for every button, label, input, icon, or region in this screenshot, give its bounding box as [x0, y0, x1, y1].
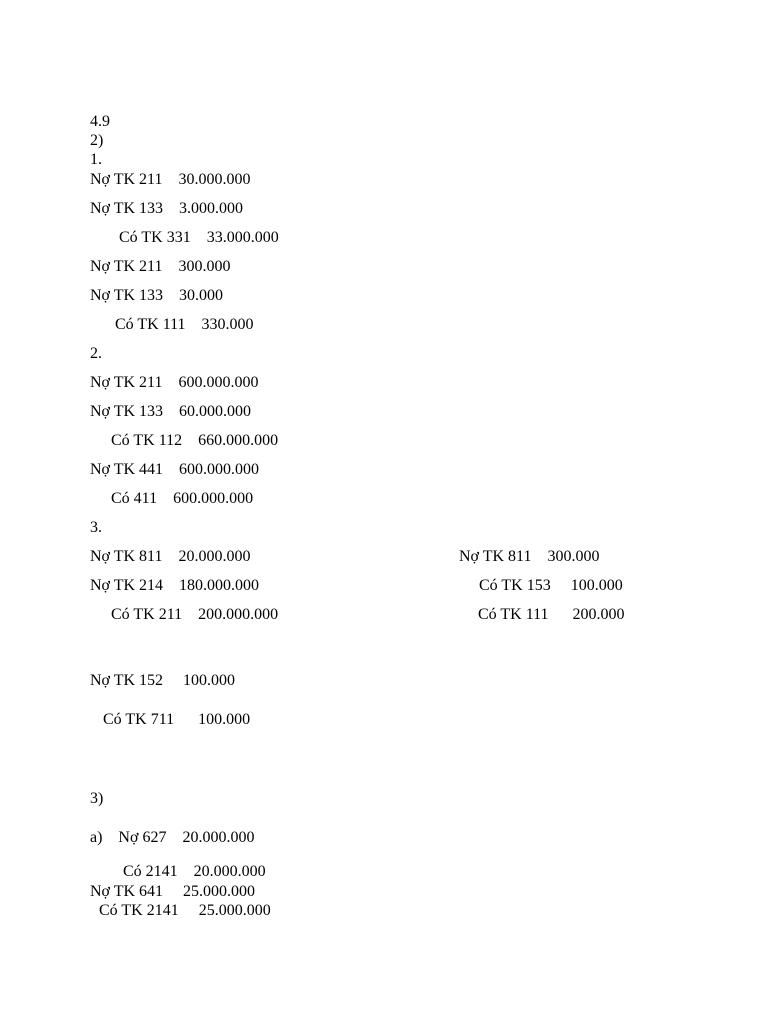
item-number: 1. [90, 151, 102, 168]
credit-entry: Có TK 153 100.000 [479, 577, 623, 594]
item-number: 2. [90, 345, 102, 362]
debit-entry: Nợ TK 133 30.000 [90, 287, 224, 304]
credit-entry: Có TK 211 200.000.000 [111, 606, 279, 623]
part-heading: 2) [90, 132, 104, 149]
debit-entry: a) Nợ 627 20.000.000 [90, 829, 255, 846]
credit-entry: Có TK 711 100.000 [103, 711, 251, 728]
credit-entry: Có TK 111 330.000 [115, 316, 254, 333]
item-number: 3. [90, 519, 102, 536]
debit-entry: Nợ TK 211 600.000.000 [90, 374, 259, 391]
credit-entry: Có TK 112 660.000.000 [111, 432, 279, 449]
debit-entry: Nợ TK 211 30.000.000 [90, 171, 251, 188]
debit-entry: Nợ TK 211 300.000 [90, 258, 231, 275]
section-number: 4.9 [90, 113, 110, 130]
debit-entry: Nợ TK 152 100.000 [90, 672, 236, 689]
debit-entry: Nợ TK 214 180.000.000 [90, 577, 260, 594]
debit-entry: Nợ TK 811 300.000 [459, 548, 600, 565]
credit-entry: Có TK 2141 25.000.000 [99, 902, 271, 919]
credit-entry: Có 411 600.000.000 [111, 490, 254, 507]
credit-entry: Có TK 111 200.000 [478, 606, 625, 623]
credit-entry: Có 2141 20.000.000 [123, 863, 266, 880]
debit-entry: Nợ TK 641 25.000.000 [90, 883, 256, 900]
debit-entry: Nợ TK 441 600.000.000 [90, 461, 260, 478]
debit-entry: Nợ TK 133 3.000.000 [90, 200, 244, 217]
debit-entry: Nợ TK 133 60.000.000 [90, 403, 252, 420]
debit-entry: Nợ TK 811 20.000.000 [90, 548, 251, 565]
credit-entry: Có TK 331 33.000.000 [119, 229, 279, 246]
part-heading: 3) [90, 790, 104, 807]
